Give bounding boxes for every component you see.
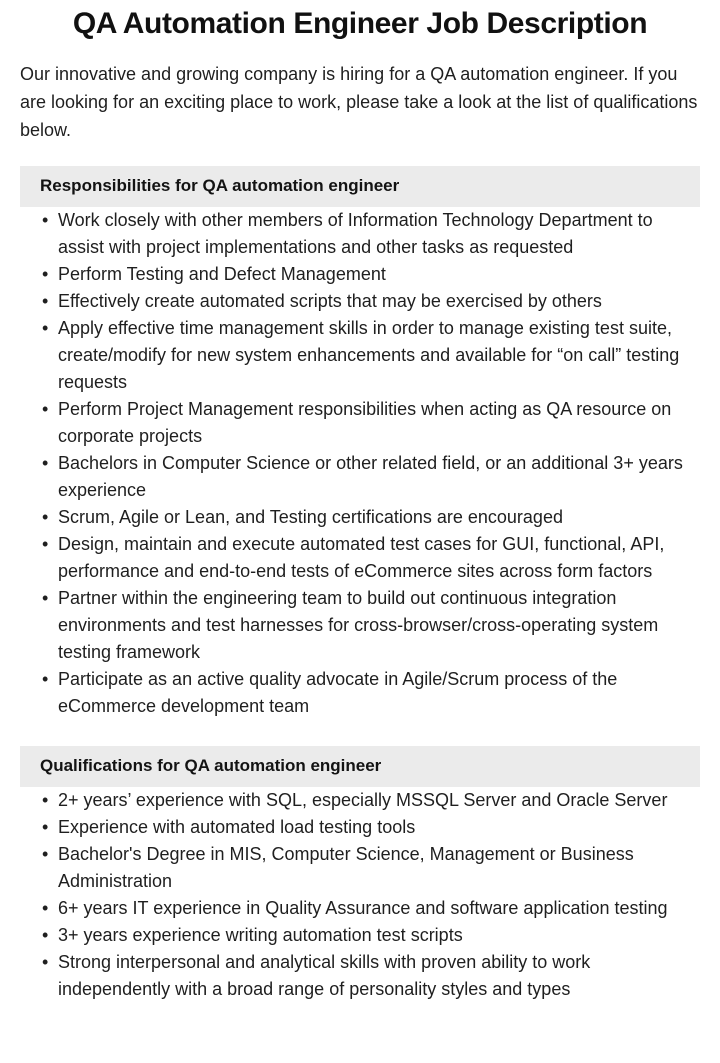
list-item: • 3+ years experience writing automation test scripts xyxy=(20,922,700,949)
list-item: • Bachelor's Degree in MIS, Computer Science, Management or Business Administration xyxy=(20,841,700,895)
section-responsibilities xyxy=(20,166,700,720)
list-item: • Perform Project Management responsibilities when acting as QA resource on corporate projects xyxy=(20,396,700,450)
list-item: • Apply effective time management skills in order to manage existing test suite, create/modify for new system enhancements and available for “on call” testing requests xyxy=(20,315,700,396)
list-item: • Participate as an active quality advocate in Agile/Scrum process of the eCommerce development team xyxy=(20,666,700,720)
section-qualifications xyxy=(20,746,700,1003)
list-item: • Design, maintain and execute automated test cases for GUI, functional, API, performance and end-to-end tests of eCommerce sites across form factors xyxy=(20,531,700,585)
list-item: • Scrum, Agile or Lean, and Testing certifications are encouraged xyxy=(20,504,700,531)
list-item: • Work closely with other members of Information Technology Department to assist with project implementations and other tasks as requested xyxy=(20,207,700,261)
list-item: • Perform Testing and Defect Management xyxy=(20,261,700,288)
page-title: QA Automation Engineer Job Description xyxy=(72,7,648,40)
job-description-page xyxy=(0,6,720,1003)
section-heading-responsibilities: Responsibilities for QA automation engineer xyxy=(20,166,700,207)
list-item: • Effectively create automated scripts that may be exercised by others xyxy=(20,288,700,315)
list-item: • 2+ years’ experience with SQL, especially MSSQL Server and Oracle Server xyxy=(20,787,700,814)
list-item: • Experience with automated load testing tools xyxy=(20,814,700,841)
qualifications-list xyxy=(20,787,700,1003)
list-item: • 6+ years IT experience in Quality Assurance and software application testing xyxy=(20,895,700,922)
list-item: • Strong interpersonal and analytical skills with proven ability to work independently with a broad range of personality styles and types xyxy=(20,949,700,1003)
section-heading-qualifications: Qualifications for QA automation engineer xyxy=(20,746,700,787)
responsibilities-list xyxy=(20,207,700,720)
list-item: • Bachelors in Computer Science or other related field, or an additional 3+ years experience xyxy=(20,450,700,504)
list-item: • Partner within the engineering team to build out continuous integration environments and test harnesses for cross-browser/cross-operating system testing framework xyxy=(20,585,700,666)
intro-paragraph: Our innovative and growing company is hiring for a QA automation engineer. If you are looking for an exciting place to work, please take a look at the list of qualifications below. xyxy=(20,64,698,140)
